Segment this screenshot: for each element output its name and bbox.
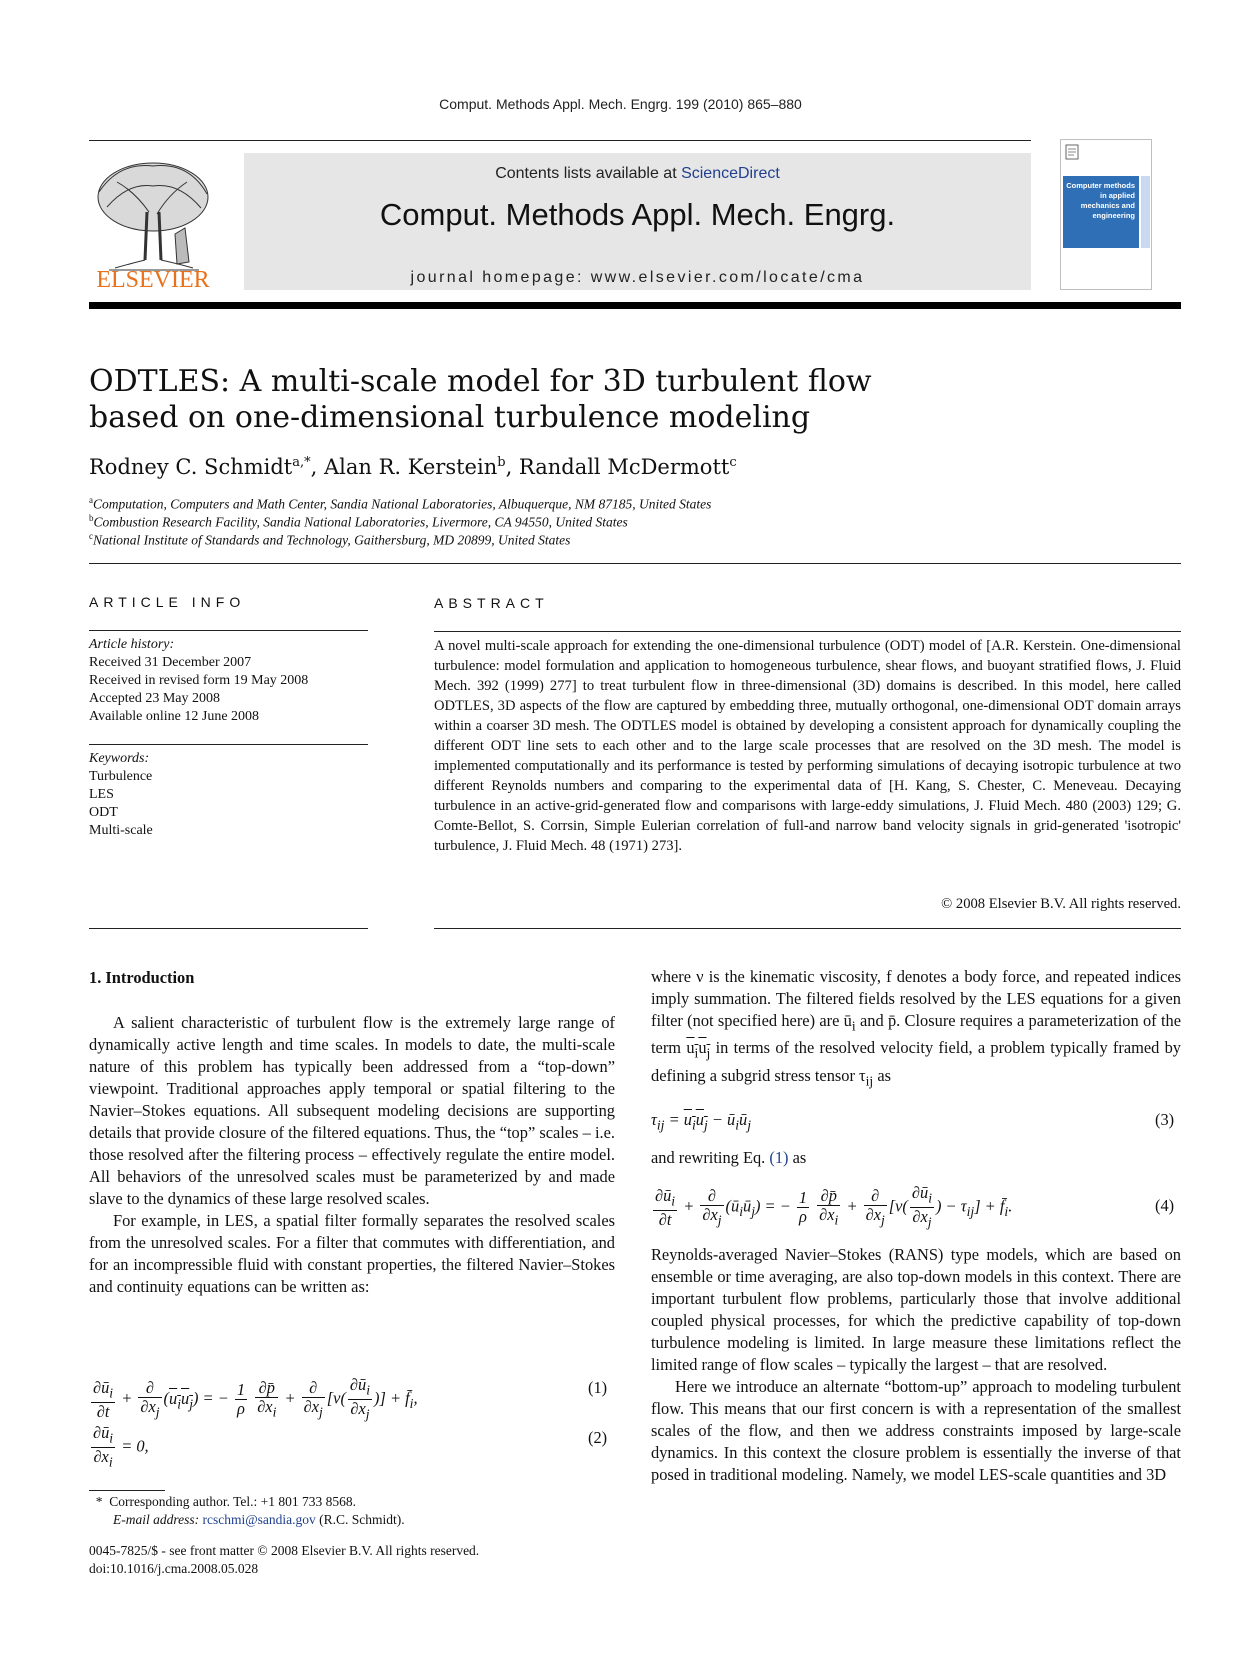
author-list: [89, 455, 737, 479]
right-column-text-bottom: [651, 1244, 1181, 1486]
equation-1: $\frac{\partial ū_i}{\partial t}$ + $\frac{\partial}{\partial x_j}$ $(u_iu_j)$ = − $\frac{1}{\rho}$ $\frac{\partial p̄}{\partial x_i}$ + $\frac{\partial}{\partial x_j}$ [ν( $\frac{\partial ū_i}{\partial x_j}$ )] + $f̄_i$,: [93, 1375, 418, 1422]
info-rule-top: [89, 630, 368, 631]
header-rule: [89, 140, 1031, 141]
history-label: Article history:: [89, 637, 175, 652]
term-u: u: [698, 1038, 707, 1058]
equation-1-number: (1): [588, 1378, 608, 1397]
footnote-rule: [89, 1490, 165, 1491]
email-link[interactable]: rcschmi@sandia.gov: [202, 1512, 316, 1527]
cover-title: Computer methods in applied mechanics and engineering: [1063, 176, 1139, 248]
section-heading-introduction: 1. Introduction: [89, 968, 195, 987]
info-rule-middle: [89, 744, 368, 745]
sciencedirect-link[interactable]: ScienceDirect: [681, 165, 780, 182]
keyword-item: Turbulence: [89, 769, 153, 784]
text-run: where ν is the kinematic viscosity, f denotes a body force, and repeated indices imply summation. The filtered fields resolved by the LES equations for a given filter (not specified here) are ū: [651, 967, 1181, 1030]
text-run: as: [873, 1065, 891, 1085]
equation-1-link[interactable]: (1): [769, 1148, 789, 1167]
history-accepted: Accepted 23 May 2008: [89, 691, 221, 706]
abstract-rule-bottom: [434, 928, 1181, 929]
journal-cover-thumbnail: [1060, 139, 1152, 290]
paragraph: Reynolds-averaged Navier–Stokes (RANS) type models, which are based on ensemble or time averaging, are also top-down models in this context. There are important turbulent flow problems, particularly those that involve additional coupled physical processes, for which the predictive capability of top-down turbulence modeling is limited. In large measure these limitations reflect the limited range of flow scales – typically the largest – that are resolved.: [651, 1245, 1181, 1374]
journal-reference: Comput. Methods Appl. Mech. Engrg. 199 (2010) 865–880: [439, 96, 802, 112]
cover-strip: [1141, 176, 1150, 248]
text-run: in terms of the resolved velocity field, a problem typically framed by defining a subgrid stress tensor τ: [651, 1038, 1181, 1085]
author-1-affiliation-mark: a,*: [292, 455, 311, 470]
equation-4-number: (4): [1155, 1196, 1175, 1215]
doi[interactable]: doi:10.1016/j.cma.2008.05.028: [89, 1561, 259, 1576]
affiliation-a: [89, 495, 711, 513]
author-3-affiliation-mark: c: [729, 455, 737, 470]
affiliation-c-mark: c: [89, 531, 93, 541]
front-matter-line: 0045-7825/$ - see front matter © 2008 Elsevier B.V. All rights reserved.: [89, 1543, 480, 1558]
keyword-item: Multi-scale: [89, 823, 153, 838]
affiliation-a-mark: a: [89, 495, 93, 505]
title-line-1: ODTLES: A multi-scale model for 3D turbulent flow: [89, 364, 872, 399]
affiliation-b-mark: b: [89, 513, 94, 523]
header-thick-rule: [89, 302, 1181, 309]
author-schmidt[interactable]: Rodney C. Schmidt: [89, 455, 293, 479]
keyword-item: LES: [89, 787, 114, 802]
subscript: i: [851, 1018, 856, 1034]
text-run: as: [788, 1148, 807, 1167]
journal-homepage[interactable]: journal homepage: www.elsevier.com/locate/cma: [410, 269, 865, 286]
text-run: and p̄. Closure requires a parameterization of the term: [651, 1011, 1181, 1058]
paragraph: Here we introduce an alternate “bottom-up” approach to modeling turbulent flow. This means that our first concern is with a representation of the smallest scales of the flow, and then we address constraints imposed by large-scale dynamics. In this context the closure problem is essentially the inverse of that posed in traditional modeling. Namely, we model LES-scale quantities and 3D: [651, 1377, 1181, 1484]
publisher-name: ELSEVIER: [96, 267, 210, 292]
history-received: Received 31 December 2007: [89, 655, 252, 670]
paragraph: For example, in LES, a spatial filter formally separates the resolved scales from the unresolved scales. For a filter that commutes with differentiation, and for an incompressible fluid with constant properties, the filtered Navier–Stokes and continuity equations can be written as:: [89, 1211, 615, 1296]
affiliation-a-text: Computation, Computers and Math Center, Sandia National Laboratories, Albuquerque, NM 87185, United States: [93, 496, 712, 512]
affiliation-c-text: National Institute of Standards and Technology, Gaithersburg, MD 20899, United States: [93, 532, 571, 548]
article-title: [89, 364, 989, 436]
right-column-text-top: [651, 966, 1181, 1092]
equation-3: $\tau_{ij} = u_iu_j$ − $ū_iū_j$: [651, 1110, 751, 1133]
affiliation-c: [89, 531, 570, 549]
email-tail: (R.C. Schmidt).: [315, 1512, 405, 1527]
equation-3-number: (3): [1155, 1110, 1175, 1129]
email-label: E-mail address:: [113, 1512, 203, 1527]
elsevier-logo: [89, 152, 217, 292]
history-online: Available online 12 June 2008: [89, 709, 260, 724]
elsevier-tree-icon: [89, 152, 217, 292]
rewrite-line: [651, 1147, 1181, 1169]
title-line-2: based on one-dimensional turbulence modeling: [89, 400, 811, 435]
author-mcdermott[interactable]: , Randall McDermott: [505, 455, 730, 479]
contents-line: [244, 165, 1031, 183]
abstract-text: A novel multi-scale approach for extending the one-dimensional turbulence (ODT) model of [A.R. Kerstein. One-dimensional turbulence: model formulation and application to homogeneous turbulence, shear flows, and buoyant stratified flows, J. Fluid Mech. 392 (1999) 277] to treat turbulent flow in three-dimensional (3D) domains is described. In this model, here called ODTLES, 3D aspects of the flow are captured by embedding three, mutually orthogonal, one-dimensional ODT domain arrays within a coarser 3D mesh. The ODTLES model is obtained by developing a consistent approach for dynamically coupling the different ODT line sets to each other and to the large scale processes that are resolved on the 3D mesh. The model is implemented computationally and its performance is tested by performing simulations of decaying isotropic turbulence at two different Reynolds numbers and comparing to the experimental data of [H. Kang, S. Chester, C. Meneveau. Decaying turbulence in an active-grid-generated flow and comparisons with large-eddy simulations, J. Fluid Mech. 480 (2003) 129; G. Comte-Bellot, S. Corrsin, Simple Eulerian correlation of full-and narrow band velocity signals in grid-generated 'isotropic' turbulence, J. Fluid Mech. 48 (1971) 273].: [434, 638, 1181, 854]
info-rule-bottom: [89, 928, 368, 929]
affiliation-rule: [89, 563, 1181, 564]
paragraph: A salient characteristic of turbulent flow is the extremely large range of dynamically active length and time scales. In models to date, the multi-scale nature of this problem has typically been addressed from a “top-down” viewpoint. Traditional approaches apply temporal or spatial filtering to the Navier–Stokes equations. All subsequent modeling decisions are supporting details that provide closure of the filtered equations. Thus, the “top” scales – i.e. those resolved after the filtering process – effectively regulate the entire model. All behaviors of the unresolved scales must be parameterized by and made slave to the dynamics of these large resolved scales.: [89, 1013, 615, 1208]
author-kerstein[interactable]: , Alan R. Kerstein: [310, 455, 498, 479]
front-matter: [89, 1542, 479, 1578]
history-revised: Received in revised form 19 May 2008: [89, 673, 309, 688]
cover-logo-icon: [1065, 144, 1079, 160]
equation-2-number: (2): [588, 1428, 608, 1447]
footnote-corresponding: Corresponding author. Tel.: +1 801 733 8568.: [109, 1494, 357, 1509]
journal-header-box: [244, 153, 1031, 290]
keywords-label: Keywords:: [89, 751, 150, 766]
footnote-mark: *: [95, 1494, 103, 1509]
article-info-heading: ARTICLE INFO: [89, 594, 246, 610]
left-column-text: [89, 1012, 615, 1298]
copyright-notice: © 2008 Elsevier B.V. All rights reserved.: [941, 896, 1181, 912]
keywords: [89, 750, 153, 840]
equation-2: $\frac{\partial ū_i}{\partial x_i}$ = 0,: [93, 1423, 149, 1470]
article-history: [89, 636, 308, 726]
stress-term: $u_iu_j$: [686, 1038, 711, 1061]
contents-prefix: Contents lists available at: [495, 165, 682, 182]
footnote: [89, 1493, 405, 1529]
author-2-affiliation-mark: b: [497, 455, 506, 470]
paragraph: where ν is the kinematic viscosity, f denotes a body force, and repeated indices imply summation. The filtered fields resolved by the LES equations for a given filter (not specified here) are $ū_i$ and p̄. Closure requires a parameterization of the term $u_iu_j$ in terms of the resolved velocity field, a problem typically framed by defining a subgrid stress tensor $\tau_{ij}$ as: [651, 967, 1181, 1088]
term-u: u: [686, 1038, 695, 1058]
abstract-rule-top: [434, 631, 1181, 632]
abstract-heading: ABSTRACT: [434, 595, 549, 611]
text-run: and rewriting Eq.: [651, 1148, 770, 1167]
keyword-item: ODT: [89, 805, 118, 820]
affiliation-b: [89, 513, 628, 531]
affiliation-b-text: Combustion Research Facility, Sandia National Laboratories, Livermore, CA 94550, United States: [93, 514, 628, 530]
equation-4: $\frac{\partial ū_i}{\partial t}$ + $\frac{\partial}{\partial x_j}$ $(ū_iū_j)$ = − $\frac{1}{\rho}$ $\frac{\partial p̄}{\partial x_i}$ + $\frac{\partial}{\partial x_j}$ [ν( $\frac{\partial ū_i}{\partial x_j}$ ) − $\tau_{ij}$] + $f̄_i$.: [655, 1183, 1013, 1230]
journal-name: Comput. Methods Appl. Mech. Engrg.: [379, 197, 896, 232]
